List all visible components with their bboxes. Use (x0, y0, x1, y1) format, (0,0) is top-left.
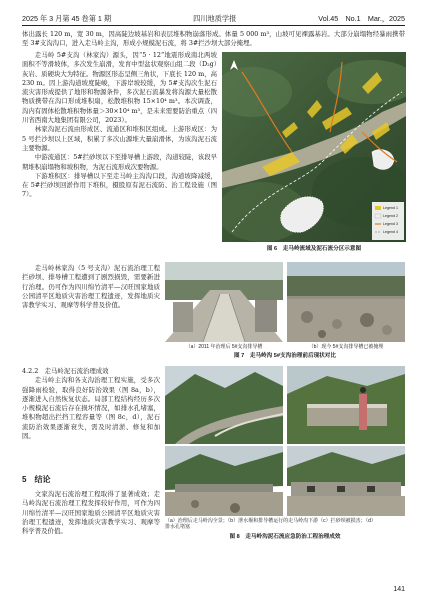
conclusion-paragraph: 文家沟泥石流治理工程取得了显著成效；走马岭沟泥石流治理工程发挥较好作用，可作为四川绵竹清平—汉旺国家地质公园清平区地质灾害治理工程遗迹，发挥地质灾害教学实习、观摩等科学普及价值。 (22, 490, 160, 536)
paragraph-2: 林家沟泥石流由形成区、流通区和堆积区组成。上游形成区：为 5 号拦沙坝以上区域，积累了多次山源堆大量崩滑体，为该沟泥石流主要物源。 (22, 125, 217, 152)
figure-6-caption: 图 6 走马岭流域及泥石流分区示意图 (266, 246, 362, 252)
figure-8b-photo (287, 366, 405, 444)
figure-8-caption: 图 8 走马岭沟泥石流应急防治工程治理成效 (229, 534, 341, 540)
satellite-map (222, 52, 406, 242)
figure-8-sublabel-line2: 排水孔堵塞 (165, 524, 191, 531)
figure-8a-photo (165, 366, 283, 444)
figure-7b-photo (287, 262, 405, 342)
figure-7a-label: （a）2011 年治理后 5#支沟排导槽 (185, 344, 263, 350)
map-legend (383, 204, 405, 236)
subsection-paragraph: 走马岭主沟和各支沟治理工程实施，受多次强降雨检验，取得良好防治效果（图 8a，b），逐渐进入自然恢复状态。局部工程结构经历多次小规模泥石流后存在损坏情况，如排水孔堵塞，堆积物超出拦挡工程容量等（图 8c，d），泥石流防治效果逐渐衰失，需及时清淤、修复和加固。 (22, 376, 160, 441)
top-paragraph: 体出露长 120 m，宽 30 m，因高陡边坡基岩和表层堆积物崩落形成。体量 5 000 m³，山坡可见裸露基岩。大部分崩塌物经暴雨携带至 3#支沟沟口，进入走马岭主沟，形成小规模泥石流，将 3#拦沙坝大部分掩埋。 (22, 30, 405, 48)
legend-item-3: Legend 3 (383, 222, 398, 226)
header-volume: Vol.45 No.1 Mar.，2025 (318, 14, 405, 23)
figure-8d-photo (287, 446, 405, 516)
figure-8c-photo (165, 446, 283, 516)
header-journal: 四川地质学报 (193, 14, 237, 23)
legend-item-1: Legend 1 (383, 206, 398, 210)
left-column-text (22, 51, 217, 200)
legend-item-4: Legend 4 (383, 230, 398, 234)
legend-item-2: Legend 2 (383, 214, 398, 218)
figure-7-caption: 图 7 走马岭沟 5#支沟治理前后现状对比 (234, 353, 336, 359)
page-number: 141 (393, 586, 405, 593)
paragraph-1: 走马岭 5#支沟（林家沟）源头，因“5 · 12”地震形成南北两坡面积不等滑坡体，多次发生崩滑，发育中型盆状观察山组二段（D₂g）灰岩、质硬块大为特征。物源区形态呈侧三角状，下底长 120 m，高 230 m。因上游沟道坡度陡峻，下游岸坡较缓，为 5#支沟次生泥石流灾害形成提供了地形和物源条件，多次泥石流暴发将沟源大量松散物质携带在沟口形成堆积扇，松散堆积物 15×10⁴ m³。本次调查，沟内有固体松散堆积物体量＞30×10⁴ m³，是未来需要防治重点（四川省西南大地集团有限公司，2023）。 (22, 51, 217, 125)
subsection-heading: 4.2.2 走马岭泥石流治理成效 (22, 367, 109, 375)
header-issue: 2025 年 3 月第 45 卷第 1 期 (22, 14, 112, 23)
figure-6-map (222, 52, 406, 242)
figure-7a-photo (165, 262, 283, 342)
figure-8-sublabels (165, 518, 405, 531)
paragraph-4: 下游堆积区：排导槽以下至走马岭主沟沟口段，沟道坡降减缓，在 5#拦砂坝回淤作用下堆积，摄股原有泥石流防、治工程设施（图 7）。 (22, 171, 217, 199)
section-5-heading: 5 结论 (22, 475, 51, 484)
header-rule (22, 25, 405, 26)
mid-paragraph: 走马岭林家沟（5 号支沟）泥石流治理工程拦砂坝、排导槽工程遭到了剧烈损毁，需要新进行治理。仍可作为四川绵竹清平—汉旺国家地质公园清平区地质灾害治理工程遗迹，发挥地质灾害教学实习、观摩等科学普及价值。 (22, 264, 160, 310)
running-header (22, 10, 405, 24)
paragraph-3: 中游流通区：5#拦砂坝以下至排导槽上游段，沟道较陡，该段早期堆积崩塌物和坡积物，为泥石流形成次要物源。 (22, 153, 217, 171)
figure-8-sublabel-line1: （a）治理后走马岭沟全景；（b）泄水堰和排导槽运行的走马岭沟下游（c）拦砂坝被损害；（d） (165, 518, 376, 524)
figure-7b-label: （b）现今 5#支沟排导槽已被掩埋 (308, 344, 384, 350)
subsection-4-2-2 (22, 367, 160, 441)
